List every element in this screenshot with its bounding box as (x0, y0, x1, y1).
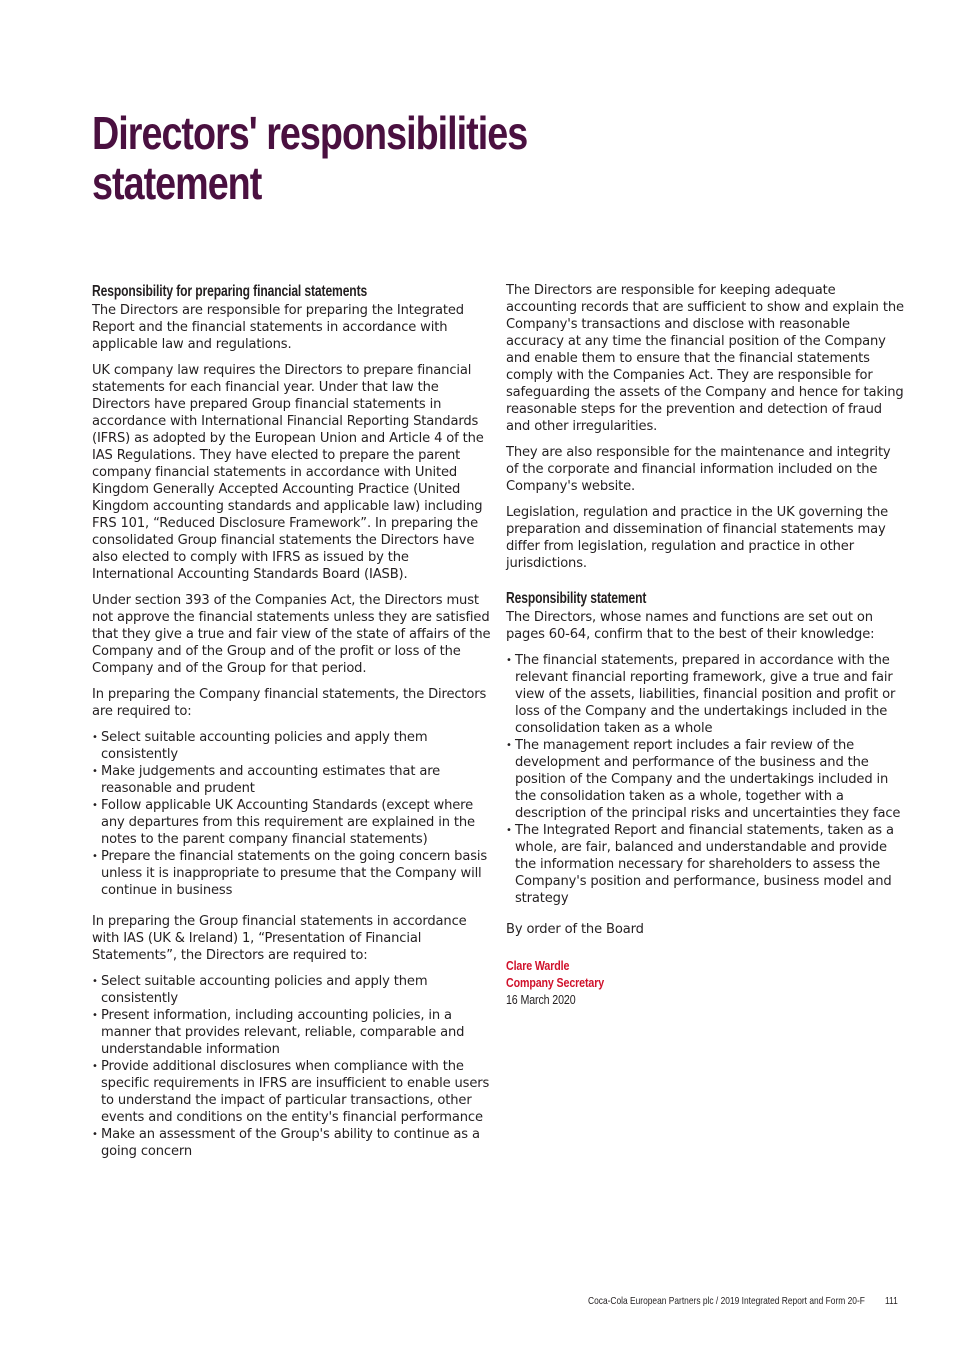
list-item: • Make judgements and accounting estimates that are reasonable and prudent (92, 763, 492, 797)
signatory-name: Clare Wardle (506, 958, 570, 973)
paragraph: Legislation, regulation and practice in the UK governing the preparation and dissemination of financial statements may differ from legislation, regulation and practice in other jurisdictions. (506, 505, 889, 571)
list-item: • The financial statements, prepared in accordance with the relevant financial reporting framework, give a true and fair view of the assets, liabilities, financial position and profit or loss of the Company and the undertakings included in the consolidation taken as a whole (506, 652, 906, 737)
paragraph: In preparing the Company financial statements, the Directors are required to: (92, 687, 487, 719)
paragraph: UK company law requires the Directors to prepare financial statements for each financial year. Under that law the Directors have prepared Group financial statements in accordance with International Financial Reporting Standards (IFRS) as adopted by the European Union and Article 4 of the IAS Regulations. They have elected to prepare the parent company financial statements in accordance with United Kingdom Generally Accepted Accounting Practice (United Kingdom accounting standards and applicable law) including FRS 101, “Reduced Disclosure Framework”. In preparing the consolidated Group financial statements the Directors have also elected to comply with IFRS as issued by the International Accounting Standards Board (IASB). (92, 363, 484, 582)
list-item: • The management report includes a fair review of the development and performance of the business and the position of the Company and the undertakings included in the consolidation taken as a whole, together with a description of the principal risks and uncertainties they face (506, 737, 906, 822)
page-title: Directors' responsibilities statement (92, 107, 528, 209)
paragraph: The Directors are responsible for preparing the Integrated Report and the financial statements in accordance with applicable law and regulations. (92, 303, 464, 352)
paragraph: In preparing the Group financial statements in accordance with IAS (UK & Ireland) 1, “Presentation of Financial Statements”, the Directors are required to: (92, 914, 467, 963)
paragraph: The Directors are responsible for keeping adequate accounting records that are sufficient to show and explain the Company's transactions and disclose with reasonable accuracy at any time the financial position of the Company and enable them to ensure that the financial statements comply with the Companies Act. They are responsible for safeguarding the assets of the Company and hence for taking reasonable steps for the prevention and detection of fraud and other irregularities. (506, 283, 904, 434)
company-requirements-list (92, 729, 492, 899)
list-item: • Prepare the financial statements on the going concern basis unless it is inappropriate to presume that the Company will continue in business (92, 848, 492, 899)
right-column (506, 282, 906, 1008)
paragraph: Under section 393 of the Companies Act, the Directors must not approve the financial statements unless they are satisfied that they give a true and fair view of the state of affairs of the Company and of the Group and of the profit or loss of the Company and of the Group for that period. (92, 593, 491, 676)
left-column (92, 282, 492, 1169)
closing-line: By order of the Board (506, 922, 644, 937)
paragraph: They are also responsible for the maintenance and integrity of the corporate and financial information included on the Company's website. (506, 445, 891, 494)
list-item: • The Integrated Report and financial statements, taken as a whole, are fair, balanced and understandable and provide the information necessary for shareholders to assess the Company's position and performance, business model and strategy (506, 822, 906, 907)
list-item: • Make an assessment of the Group's ability to continue as a going concern (92, 1126, 492, 1160)
list-item: • Present information, including accounting policies, in a manner that provides relevant, reliable, comparable and understandable information (92, 1007, 492, 1058)
list-item: • Select suitable accounting policies and apply them consistently (92, 973, 492, 1007)
list-item: • Follow applicable UK Accounting Standards (except where any departures from this requirement are explained in the notes to the parent company financial statements) (92, 797, 492, 848)
section-heading-preparing-financial-statements: Responsibility for preparing financial statements (92, 283, 368, 300)
list-item: • Select suitable accounting policies and apply them consistently (92, 729, 492, 763)
section-heading-responsibility-statement: Responsibility statement (506, 590, 647, 607)
group-requirements-list (92, 973, 492, 1160)
signatory-role: Company Secretary (506, 975, 605, 990)
responsibility-statement-list (506, 652, 906, 907)
signature-date: 16 March 2020 (506, 992, 576, 1007)
page-number: 111 (885, 1295, 898, 1307)
list-item: • Provide additional disclosures when compliance with the specific requirements in IFRS are insufficient to enable users to understand the impact of particular transactions, other events and conditions on the entity's financial performance (92, 1058, 492, 1126)
paragraph: The Directors, whose names and functions are set out on pages 60-64, confirm that to the best of their knowledge: (506, 610, 875, 642)
footer-text: Coca-Cola European Partners plc / 2019 Integrated Report and Form 20-F (588, 1295, 865, 1307)
